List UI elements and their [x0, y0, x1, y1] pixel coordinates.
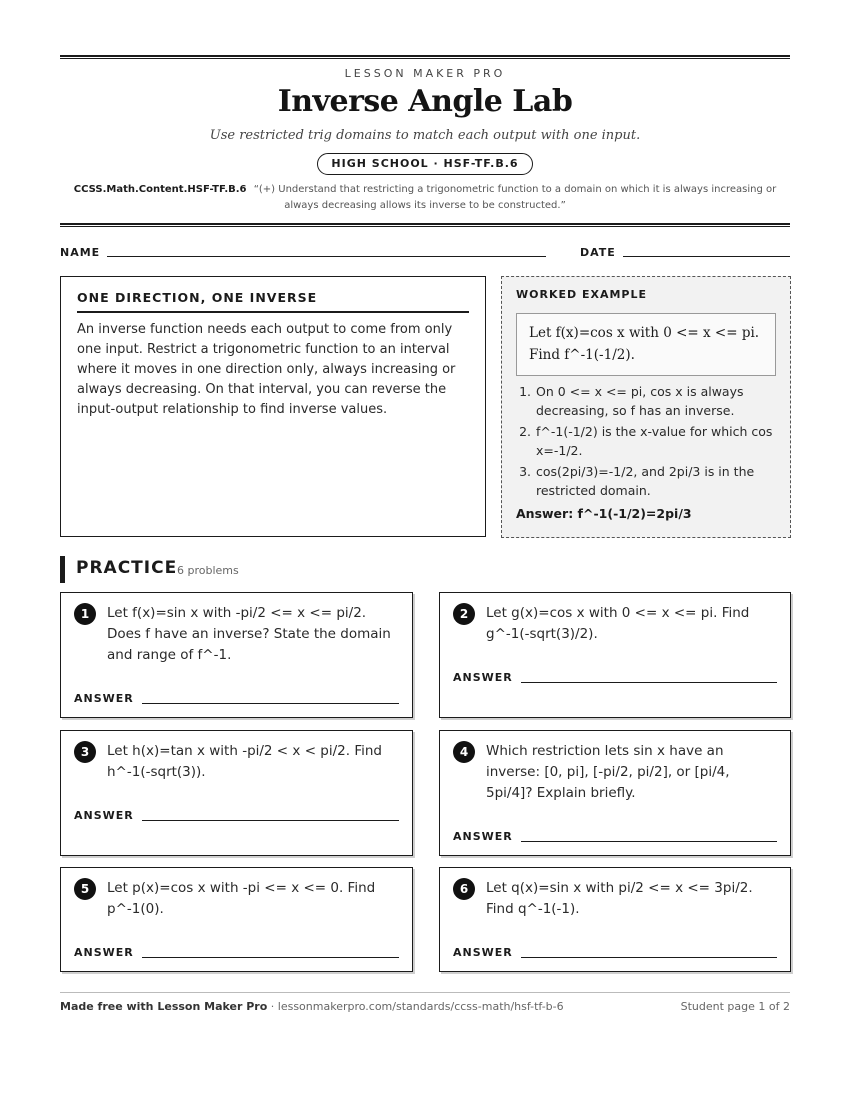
standard-text: “(+) Understand that restricting a trigonometric function to a domain on which it is always increasing or always decreasing allows its inverse to be constructed.”	[253, 184, 777, 211]
name-label: NAME	[60, 246, 101, 259]
problem-text: Let f(x)=sin x with -pi/2 <= x <= pi/2. Does f have an inverse? State the domain and range of f^-1.	[107, 605, 391, 663]
problem-number-badge: 6	[453, 878, 475, 900]
problem-number-badge: 2	[453, 603, 475, 625]
standard-code: CCSS.Math.Content.HSF-TF.B.6	[73, 184, 247, 195]
problem-text: Let h(x)=tan x with -pi/2 < x < pi/2. Find h^-1(-sqrt(3)).	[107, 743, 382, 780]
answer-label: ANSWER	[453, 830, 513, 843]
answer-field[interactable]	[521, 957, 777, 958]
problem-card-1	[60, 592, 413, 718]
answer-field[interactable]	[142, 703, 399, 704]
answer-label: ANSWER	[74, 692, 134, 705]
problem-number-badge: 1	[74, 603, 96, 625]
brand-name: LESSON MAKER PRO	[344, 67, 506, 80]
worked-example-box	[501, 276, 791, 538]
footer-credit	[60, 1000, 564, 1013]
worked-example-heading: WORKED EXAMPLE	[516, 288, 647, 301]
header-bottom-rule	[60, 223, 790, 227]
problem-number-badge: 5	[74, 878, 96, 900]
problem-card-2	[439, 592, 791, 718]
problem-card-6	[439, 867, 791, 972]
answer-field[interactable]	[521, 841, 777, 842]
problem-number-badge: 3	[74, 741, 96, 763]
grade-standard-badge: HIGH SCHOOL · HSF-TF.B.6	[317, 153, 532, 175]
answer-label: ANSWER	[453, 946, 513, 959]
problem-card-3	[60, 730, 413, 856]
problem-card-4	[439, 730, 791, 856]
concept-body: An inverse function needs each output to come from only one input. Restrict a trigonometric function to an interval where it moves in one direction only, always increasing or always decreasing. On that interval, you can reverse the input-output relationship to find inverse values.	[77, 322, 456, 417]
footer-url[interactable]: · lessonmakerpro.com/standards/ccss-math/hsf-tf-b-6	[267, 1000, 564, 1013]
worked-example-answer: Answer: f^-1(-1/2)=2pi/3	[516, 506, 692, 521]
worked-example-step: 2. f^-1(-1/2) is the x-value for which cos x=-1/2.	[519, 424, 773, 458]
answer-field[interactable]	[142, 820, 399, 821]
page-indicator: Student page 1 of 2	[680, 1000, 790, 1013]
footer-brand: Made free with Lesson Maker Pro	[60, 1000, 268, 1013]
top-double-rule	[60, 55, 790, 59]
date-field[interactable]	[623, 256, 790, 257]
answer-label: ANSWER	[453, 671, 513, 684]
page-title: Inverse Angle Lab	[277, 84, 573, 119]
name-field[interactable]	[107, 256, 546, 257]
problem-card-5	[60, 867, 413, 972]
answer-label: ANSWER	[74, 809, 134, 822]
practice-accent-bar	[60, 556, 65, 583]
problem-text: Which restriction lets sin x have an inverse: [0, pi], [-pi/2, pi/2], or [pi/4, 5pi/4]? Explain briefly.	[486, 743, 730, 801]
problem-number-badge: 4	[453, 741, 475, 763]
footer-rule	[60, 992, 790, 993]
problem-text: Let g(x)=cos x with 0 <= x <= pi. Find g^-1(-sqrt(3)/2).	[486, 605, 750, 642]
standard-description	[60, 182, 790, 214]
date-label: DATE	[580, 246, 616, 259]
worked-example-problem: Let f(x)=cos x with 0 <= x <= pi. Find f^-1(-1/2).	[516, 313, 776, 376]
practice-count: 6 problems	[177, 564, 239, 577]
practice-heading: PRACTICE	[76, 558, 178, 578]
answer-field[interactable]	[521, 682, 777, 683]
answer-label: ANSWER	[74, 946, 134, 959]
page-subtitle: Use restricted trig domains to match each output with one input.	[209, 128, 641, 143]
worked-example-step: 1. On 0 <= x <= pi, cos x is always decreasing, so f has an inverse.	[519, 384, 744, 418]
worked-example-step: 3. cos(2pi/3)=-1/2, and 2pi/3 is in the restricted domain.	[519, 464, 755, 498]
worked-example-steps	[516, 382, 776, 500]
concept-heading: ONE DIRECTION, ONE INVERSE	[77, 290, 469, 313]
concept-box	[60, 276, 486, 537]
problem-text: Let q(x)=sin x with pi/2 <= x <= 3pi/2. Find q^-1(-1).	[486, 880, 753, 917]
problem-text: Let p(x)=cos x with -pi <= x <= 0. Find p^-1(0).	[107, 880, 376, 917]
answer-field[interactable]	[142, 957, 399, 958]
